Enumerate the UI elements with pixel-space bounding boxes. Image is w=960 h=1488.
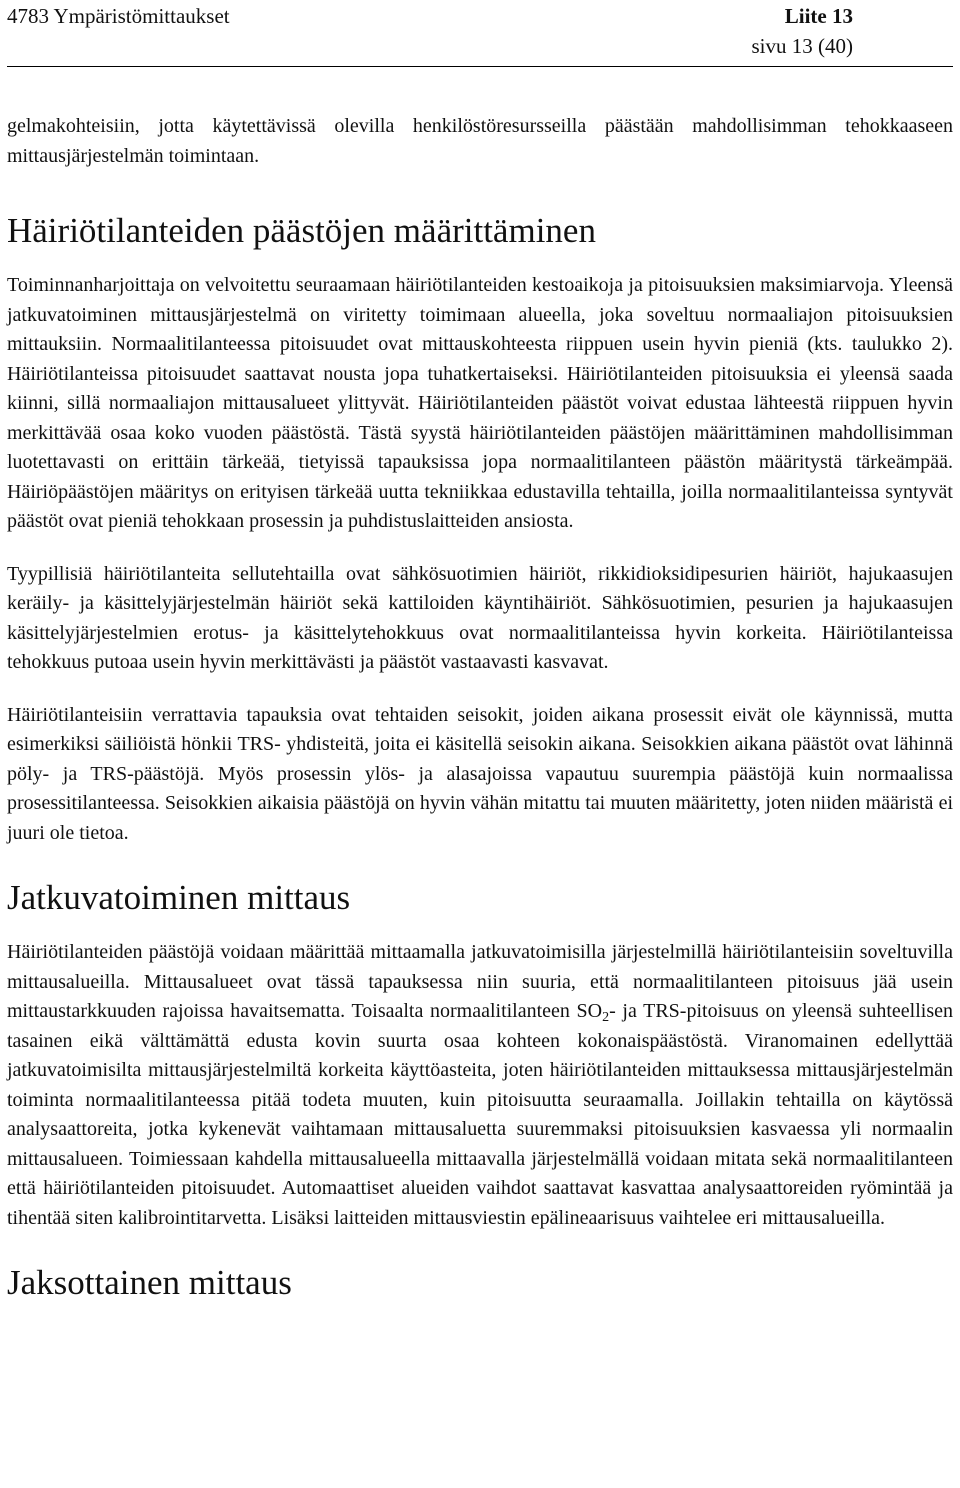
document-page bbox=[7, 0, 953, 1323]
paragraph-disturbance-1: Toiminnanharjoittaja on velvoitettu seuraamaan häiriötilanteiden kestoaikoja ja pitoisuuksien maksimiarvoja. Yleensä jatkuvatoiminen mittausjärjestelmä on viritetty toimimaan alueella, joka soveltuu normaaliajon pitoisuuksien mittauksiin. Normaalitilanteessa pitoisuudet ovat mittauskohteesta riippuen usein hyvin pieniä (kts. taulukko 2). Häiriötilanteissa pitoisuudet saattavat nousta jopa tuhatkertaiseksi. Häiriötilanteiden pitoisuuksia ei yleensä saada kiinni, sillä normaaliajon mittausalueet ylittyvät. Häiriötilanteiden päästöt voivat edustaa lähteestä riippuen hyvin merkittävää osaa koko vuoden päästöstä. Tästä syystä häiriötilanteiden päästöjen määrittäminen mahdollisimman luotettavasti on erittäin tärkeää, tietyissä tapauksissa jopa normaalitilanteen päästön määritystä tärkeämpää. Häiriöpäästöjen määritys on erityisen tärkeää uutta tekniikkaa edustavilla tehtailla, joilla normaalitilanteissa syntyvät päästöt ovat pieniä tehokkaan prosessin ja puhdistuslaitteiden ansiosta. bbox=[7, 274, 953, 532]
page-header bbox=[7, 0, 953, 62]
header-divider bbox=[7, 66, 953, 67]
heading-disturbance-emissions: Häiriötilanteiden päästöjen määrittäminen bbox=[7, 211, 596, 250]
appendix-label: Liite 13 bbox=[784, 4, 853, 28]
so2-subscript: 2 bbox=[602, 1010, 610, 1025]
paragraph-disturbance-2: Tyypillisiä häiriötilanteita sellutehtailla ovat sähkösuotimien häiriöt, rikkidioksidipesurien häiriöt, hajukaasujen keräily- ja käsittelyjärjestelmän häiriöt sekä kattiloiden käyntihäiriöt. Sähkösuotimien, pesurien ja hajukaasujen käsittelyjärjestelmien erotus- ja käsittelytehokkuus ovat normaalitilanteissa hyvin korkeita. Häiriötilanteissa tehokkuus putoaa usein hyvin merkittävästi ja päästöt vastaavasti kasvavat. bbox=[7, 562, 953, 673]
paragraph-continuous-part-a: Häiriötilanteiden päästöjä voidaan määrittää mittaamalla jatkuvatoimisilla järjestelmillä häiriötilanteisiin soveltuvilla mittausalueilla. Mittausalueet ovat tässä tapauksessa niin suuria, että normaalitilanteen pitoisuus jää usein mittaustarkkuuden rajoissa havaitsematta. Toisaalta normaalitilanteen SO bbox=[7, 941, 953, 1022]
paragraph-continuous-part-b: - ja TRS-pitoisuus on yleensä suhteellisen tasainen eikä välttämättä edusta kovin suurta osaa kohteen kokonaispäästöstä. Viranomainen edellyttää jatkuvatoimisilta mittausjärjestelmiltä korkeita käyttöasteita, joten häiriötilanteiden mittauksessa mittausjärjestelmän toiminta normaalitilanteessa pitää todeta muuten, kuin pitoisuutta seuraamalla. Joillakin tehtailla on käytössä analysaattoreita, jotka kykenevät vaihtamaan mittausaluetta suuremmaksi pitoisuuksien kasvaessa yli normaalin mittausalueen. Toimiessaan kahdella mittausalueella mittaavalla järjestelmällä voidaan mitata sekä normaalitilanteen että häiriötilanteiden pitoisuudet. Automaattiset alueiden vaihdot saattavat kasvattaa analysaattoreiden ryömintää ja tihentää siten kalibrointitarvetta. Lisäksi laitteiden mittausviestin epälineaarisuus vaihtelee eri mittausalueilla. bbox=[7, 1000, 954, 1229]
intro-paragraph: gelmakohteisiin, jotta käytettävissä olevilla henkilöstöresursseilla päästään mahdollisimman tehokkaaseen mittausjärjestelmän toimintaan. bbox=[7, 115, 953, 167]
heading-periodic-measurement: Jaksottainen mittaus bbox=[7, 1263, 292, 1302]
paragraph-disturbance-3: Häiriötilanteisiin verrattavia tapauksia ovat tehtaiden seisokit, joiden aikana prosessit eivät ole käynnissä, mutta esimerkiksi säiliöistä hönkii TRS- yhdisteitä, joita ei käsitellä seisokin aikana. Seisokkien aikana päästöt ovat lähinnä pöly- ja TRS-päästöjä. Myös prosessin ylös- ja alasajoissa vapautuu suurempia päästöjä kuin normaalissa prosessitilanteessa. Seisokkien aikaisia päästöjä on hyvin vähän mitattu tai muuten määritetty, joten niiden määristä ei juuri ole tietoa. bbox=[7, 703, 953, 844]
heading-continuous-measurement: Jatkuvatoiminen mittaus bbox=[7, 878, 351, 917]
page-number: sivu 13 (40) bbox=[751, 34, 853, 58]
document-id: 4783 Ympäristömittaukset bbox=[7, 4, 230, 28]
paragraph-continuous bbox=[7, 938, 953, 1233]
